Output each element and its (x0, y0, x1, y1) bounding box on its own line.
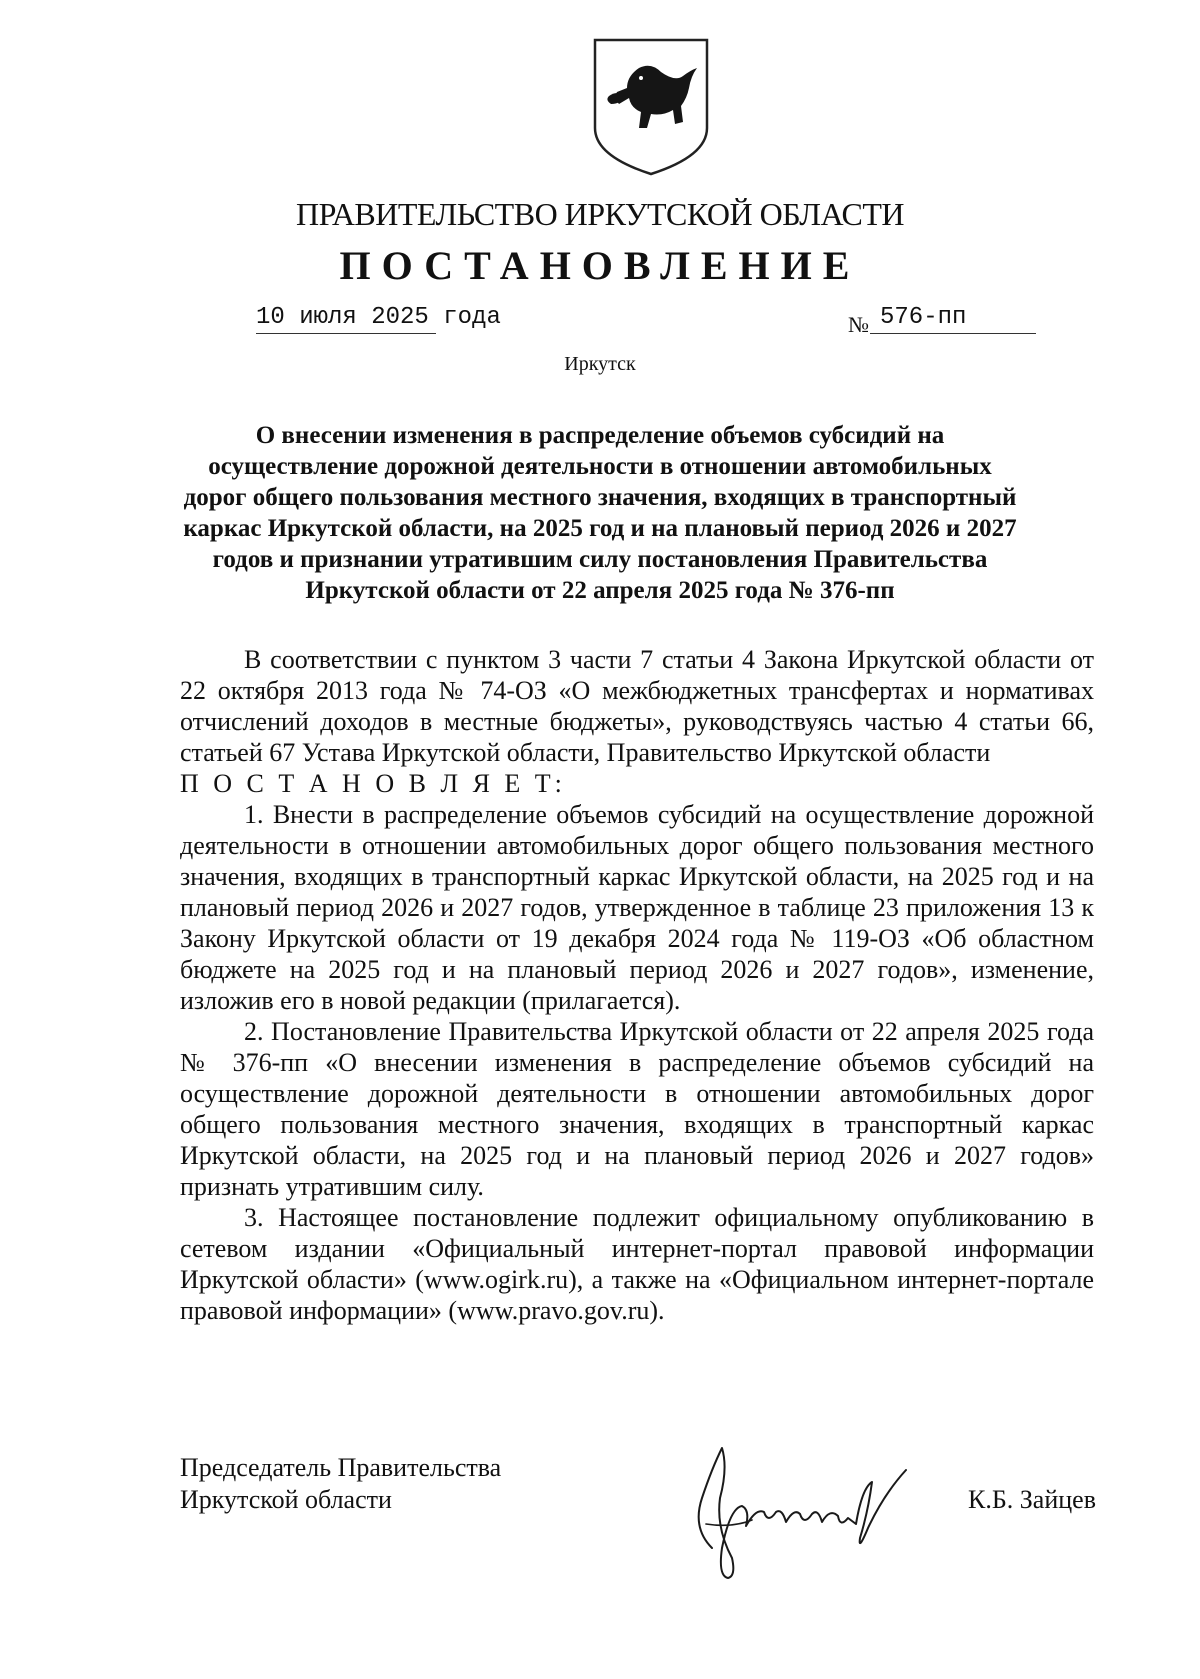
resolves-heading: П О С Т А Н О В Л Я Е Т: (180, 769, 566, 798)
document-title: О внесении изменения в распределение объемов субсидий на осуществление дорожной деятельности в отношении автомобильных дорог общего пользования местного значения, входящих в транспортный каркас Иркутской области, на 2025 год и на плановый период 2026 и 2027 годов и признании утратившим силу постановления Правительства Иркутской области от 22 апреля 2025 года № 376-пп (183, 422, 1017, 604)
item-2-paragraph: 2. Постановление Правительства Иркутской области от 22 апреля 2025 года № 376-пп «О внесении изменения в распределение объемов субсидий на осуществление дорожной деятельности в отношении автомобильных дорог общего пользования местного значения, входящих в транспортный каркас Иркутской области, на 2025 год и на плановый период 2026 и 2027 годов» признать утратившим силу. (180, 1017, 1094, 1201)
item-1-paragraph: 1. Внести в распределение объемов субсидий на осуществление дорожной деятельности в отношении автомобильных дорог общего пользования местного значения, входящих в транспортный каркас Иркутской области, на 2025 год и на плановый период 2026 и 2027 годов, утвержденное в таблице 23 приложения 13 к Закону Иркутской области от 19 декабря 2024 года № 119-ОЗ «Об областном бюджете на 2025 год и на плановый период 2026 и 2027 годов», изменение, изложив его в новой редакции (прилагается). (180, 800, 1094, 1015)
document-body (180, 644, 1094, 1326)
position-line-1: Председатель Правительства (180, 1453, 502, 1482)
signatory-name: К.Б. Зайцев (968, 1485, 1096, 1514)
signatory-position (180, 1452, 501, 1516)
government-name: ПРАВИТЕЛЬСТВО ИРКУТСКОЙ ОБЛАСТИ (296, 196, 904, 232)
document-date: 10 июля 2025 года (256, 304, 501, 331)
number-sign: № (848, 312, 869, 337)
item-3-paragraph: 3. Настоящее постановление подлежит официальному опубликованию в сетевом издании «Официальный интернет-портал правовой информации Иркутской области» (www.ogirk.ru), а также на «Официальном интернет-портале правовой информации» (www.pravo.gov.ru). (180, 1203, 1094, 1325)
document-type-title: ПОСТАНОВЛЕНИЕ (339, 243, 861, 288)
irkutsk-coat-of-arms-icon (591, 36, 711, 178)
document-number: 576-пп (880, 304, 967, 331)
date-underline (256, 333, 436, 334)
preamble-paragraph: В соответствии с пунктом 3 части 7 статьи 4 Закона Иркутской области от 22 октября 2013 года № 74-ОЗ «О межбюджетных трансфертах и нормативах отчислений доходов в местные бюджеты», руководствуясь частью 4 статьи 66, статьей 67 Устава Иркутской области, Правительство Иркутской области (180, 645, 1094, 767)
document-city: Иркутск (564, 353, 636, 375)
handwritten-signature (672, 1428, 932, 1588)
number-underline (870, 333, 1036, 334)
position-line-2: Иркутской области (180, 1485, 392, 1514)
